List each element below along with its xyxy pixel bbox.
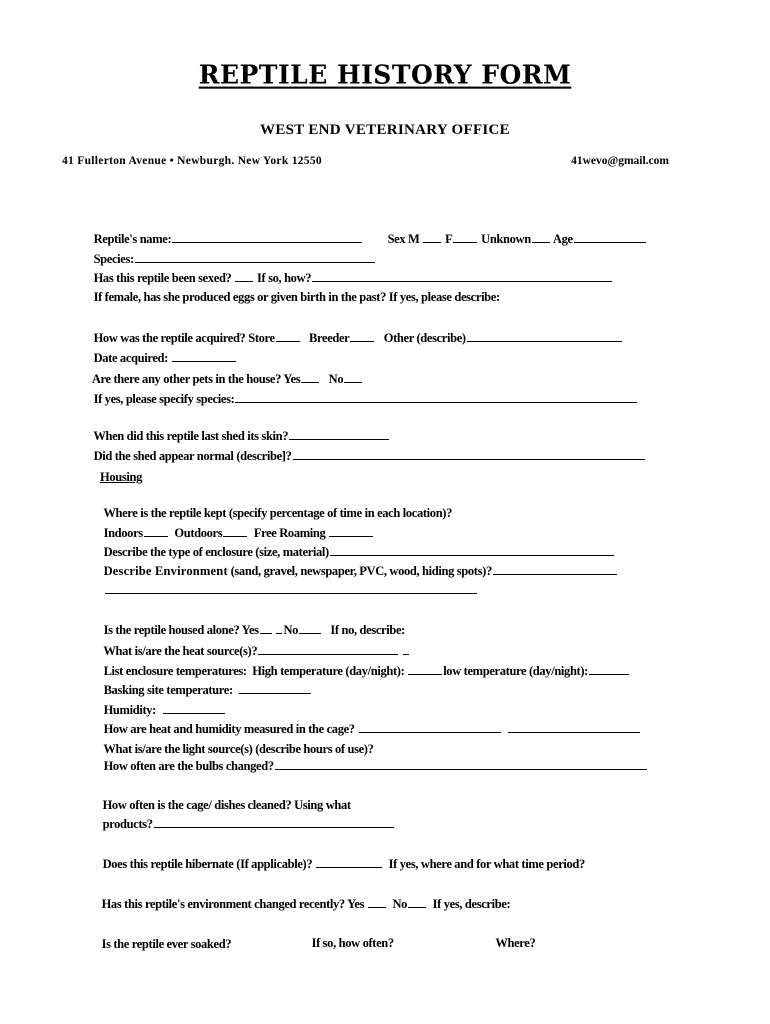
breeder-field[interactable] (350, 330, 374, 342)
age-label: Age (552, 232, 573, 246)
if-no-label: If no, describe: (330, 623, 405, 637)
eggs-line (88, 273, 500, 305)
hibernate-label: Does this reptile hibernate (If applicable)? (102, 857, 313, 871)
acquired-label: How was the reptile acquired? Store (93, 331, 275, 345)
other-pets-no-label: No (328, 372, 344, 386)
env-changed-no-label: No (392, 897, 408, 911)
environment-field[interactable] (493, 563, 617, 575)
alone-no-label: No (283, 623, 299, 637)
other-pets-label: Are there any other pets in the house? Yes (91, 372, 301, 386)
hibernate-line (97, 840, 585, 872)
sex-f-label: F (445, 232, 453, 246)
other-field[interactable] (467, 330, 622, 342)
office-email: 41wevo@gmail.com (571, 155, 669, 167)
cleaned-label-a: How often is the cage/ dishes cleaned? Using what (102, 798, 351, 812)
bulbs-field[interactable] (275, 758, 647, 770)
sex-line (382, 215, 647, 247)
how-often-label: If so, how often? (311, 936, 394, 950)
where-line (490, 919, 535, 951)
if-so-how-label: If so, how? (257, 271, 312, 285)
breeder-label: Breeder (309, 331, 350, 345)
name-label: Reptile's name: (93, 232, 172, 246)
heat-source-label: What is/are the heat source(s)? (103, 644, 258, 658)
housing-heading: Housing (100, 470, 143, 484)
shed-normal-line (88, 432, 646, 464)
office-name: WEST END VETERINARY OFFICE (260, 122, 510, 138)
environment-label-a: Describe Environment (103, 564, 228, 578)
shed-normal-field[interactable] (293, 448, 645, 460)
humidity-label: Humidity: (103, 703, 156, 717)
env-changed-label: Has this reptile's environment changed recently? Yes (101, 897, 365, 911)
environment-extra-field[interactable] (105, 582, 477, 594)
store-field[interactable] (276, 330, 300, 342)
form-title: REPTILE HISTORY FORM (198, 59, 572, 90)
low-temp-field[interactable] (589, 663, 629, 675)
temps-label: List enclosure temperatures: High temperature (day/night): (103, 664, 405, 678)
cleaned-field[interactable] (154, 816, 394, 828)
environment-label-b: (sand, gravel, newspaper, PVC, wood, hiding spots)? (230, 564, 492, 578)
light-source-label: What is/are the light source(s) (describe hours of use)? (103, 742, 374, 756)
env-changed-line (96, 880, 510, 912)
low-temp-label: low temperature (day/night): (443, 664, 588, 678)
high-temp-field[interactable] (408, 663, 442, 675)
cleaned-label-b: products? (102, 817, 153, 831)
outdoors-label: Outdoors (174, 526, 223, 540)
hibernate-field[interactable] (316, 856, 382, 868)
office-address: 41 Fullerton Avenue • Newburgh. New York 12550 (62, 155, 322, 167)
unknown-field[interactable] (532, 231, 550, 243)
sexed-label: Has this reptile been sexed? (93, 271, 232, 285)
where-label: Where? (495, 936, 536, 950)
free-roaming-label: Free Roaming (253, 526, 326, 540)
unknown-label: Unknown (481, 232, 531, 246)
measured-label: How are heat and humidity measured in the cage? (103, 722, 355, 736)
shed-normal-label: Did the shed appear normal (describe]? (93, 449, 292, 463)
env-changed-yes-field[interactable] (368, 896, 386, 908)
basking-label: Basking site temperature: (103, 683, 233, 697)
how-often-line (306, 919, 394, 951)
alone-label: Is the reptile housed alone? Yes (103, 623, 259, 637)
enclosure-type-label: Describe the type of enclosure (size, material) (103, 545, 329, 559)
environment-extra-line (98, 566, 478, 598)
measured-field-b[interactable] (508, 721, 640, 733)
other-label: Other (describe) (383, 331, 466, 345)
cleaned-line-b (97, 800, 395, 832)
soaked-line (96, 920, 231, 952)
bulbs-label: How often are the bulbs changed? (103, 759, 274, 773)
bulbs-line (98, 742, 648, 774)
specify-species-field[interactable] (235, 391, 637, 403)
kept-label: Where is the reptile kept (specify percentage of time in each location)? (103, 506, 453, 520)
sex-m-field[interactable] (423, 231, 441, 243)
indoors-label: Indoors (103, 526, 143, 540)
species-label: Species: (93, 252, 134, 266)
eggs-label: If female, has she produced eggs or given birth in the past? If yes, please describe: (93, 290, 500, 304)
soaked-label: Is the reptile ever soaked? (101, 937, 232, 951)
sex-f-field[interactable] (453, 231, 477, 243)
specify-species-line (88, 375, 638, 407)
measured-field-a[interactable] (359, 721, 501, 733)
last-shed-label: When did this reptile last shed its skin? (93, 429, 289, 443)
basking-field[interactable] (239, 682, 311, 694)
age-field[interactable] (574, 231, 646, 243)
specify-species-label: If yes, please specify species: (93, 392, 235, 406)
env-changed-no-field[interactable] (408, 896, 426, 908)
env-if-yes-label: If yes, describe: (432, 897, 511, 911)
date-acquired-label: Date acquired: (93, 351, 168, 365)
sex-label: Sex M (387, 232, 420, 246)
hibernate-where-label: If yes, where and for what time period? (388, 857, 585, 871)
